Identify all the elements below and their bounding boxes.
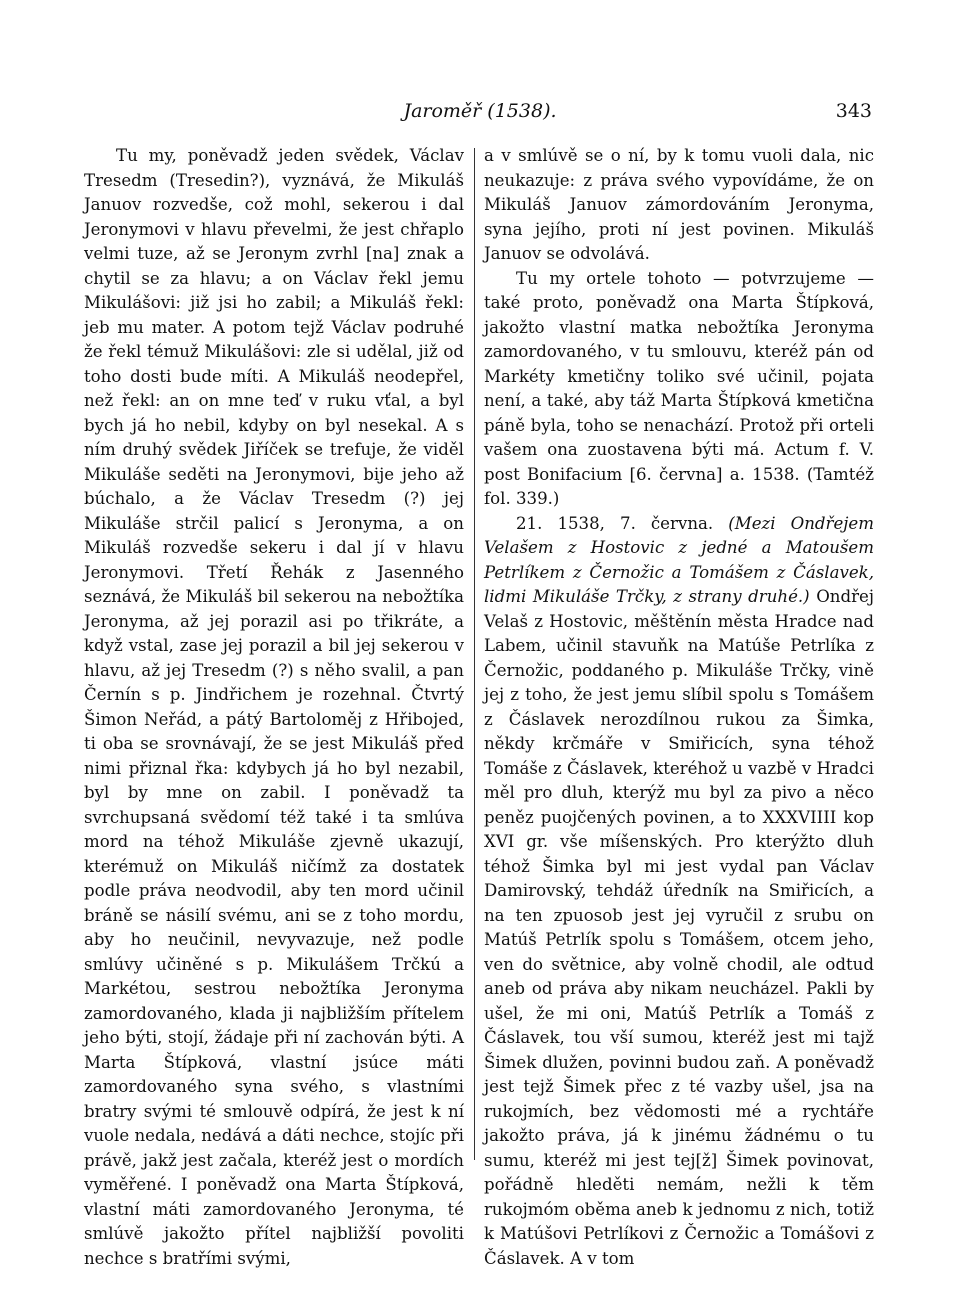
running-head bbox=[80, 100, 880, 130]
right-column bbox=[484, 144, 874, 1271]
entry-heading: 21. 1538, 7. června. bbox=[516, 513, 714, 533]
entry-summary: (Mezi Ondřejem Velašem z Hostovic z jedné a Matoušem Petrlíkem z Černožic a Tomášem z Čáslavek, lidmi Mikuláše Trčky, z strany druhé.) bbox=[484, 513, 874, 606]
right-paragraph-continued: a v smlúvě se o ní, by k tomu vuoli dala, nic neukazuje: z práva svého vypovídáme, že on Mikuláš Januov zámordováním Jeronyma, syna jejího, proti ní jest povinen. Mikuláš Januov se odvolává. bbox=[484, 146, 874, 263]
page-title: Jaroměř (1538). bbox=[403, 100, 557, 122]
entry-body: Ondřej Velaš z Hostovic, měštěnín města Hradce nad Labem, učinil stavuňk na Matúše Petrlíka z Černožic, poddaného p. Mikuláše Trčky, vině jej z toho, že jest jemu slíbil spolu s Tomášem z Čáslavek nerozdílnou rukou za Šimka, někdy krčmáře v Smiřicích, syna téhož Tomáše z Čáslavek, kteréhož u vazbě v Hradci měl pro dluh, kterýž mu byl za pivo a něco peněz puojčených povinen, a to XXXVIIII kop XVI gr. vše míšenských. Pro kterýžto dluh téhož Šimka byl mi jest vydal pan Václav Damirovský, tehdáž úředník na Smiřicích, a na ten zpuosob jest jej vyručil z srubu on Matúš Petrlík spolu s Tomášem, otcem jeho, ven do světnice, aby volně chodil, ale odtud aneb od práva aby nikam neucházel. Pakli by ušel, že mi oni, Matúš Petrlík a Tomáš z Čáslavek, tou vší sumou, kteréž jest mi tajž Šimek dlužen, povinni budou zaň. A poněvadž jest tejž Šimek přec z té vazby ušel, jsa na rukojmích, bez vědomosti mé a rychtáře jakožto práva, já k jinému žádnému o tu sumu, kteréž mi jest tej[ž] Šimek povinovat, pořádně hleděti nemám, nežli k těm rukojmóm oběma aneb k jednomu z nich, totiž k Matúšovi Petrlíkovi z Černožic a Tomášovi z Čáslavek. A v tom bbox=[484, 587, 874, 1268]
left-paragraph: Tu my, poněvadž jeden svědek, Václav Tresedm (Tresedin?), vyznává, že Mikuláš Januov rozvedše, což mohl, sekerou i dal Jeronymovi v hlavu převelmi, že jest chřaplo velmi tuze, až se Jeronym zvrhl [na] znak a chytil se za hlavu; a on Václav řekl jemu Mikulášovi: již jsi ho zabil; a Mikuláš řekl: jeb mu mater. A potom tejž Václav podruhé že řekl témuž Mikulášovi: zle si udělal, již od toho dosti bude míti. A Mikuláš neodepřel, než řekl: an on mne teď v ruku vťal, a byl bych já ho nebil, kdyby on byl nesekal. A s ním druhý svědek Jiříček se trefuje, že viděl Mikuláše seděti na Jeronymovi, bije jeho až búchalo, a že Václav Tresedm (?) jej Mikuláše strčil palicí s Jeronyma, a on Mikuláš rozvedše sekeru i dal jí v hlavu Jeronymovi. Třetí Řehák z Jasenného seznává, že Mikuláš bil sekerou na nebožtíka Jeronyma, až jej porazil asi po třikráte, a když vstal, zase jej porazil a bil jej sekerou v hlavu, až jej Tresedm (?) s něho svalil, a pan Černín s p. Jindřichem je rozehnal. Čtvrtý Šimon Neřád, a pátý Bartoloměj z Hřibojed, ti oba se srovnávají, že se jest Mikuláš před nimi přiznal řka: kdybych já ho byl nezabil, byl by mne on zabil. I poněvadž ta svrchupsaná svědomí též také i ta smlúva mord na téhož Mikuláše zjevně ukazují, kterémuž on Mikuláš ničímž za dostatek podle práva neodvodil, aby ten mord učinil bráně se násilí svému, ani se z toho mordu, aby ho neučinil, nevyvazuje, než podle smlúvy učiněné s p. Mikulášem Trčkú a Markétou, sestrou nebožtíka Jeronyma zamordovaného, klada ji najbližším přítelem jeho býti, stojí, žádaje při ní zachován býti. A Marta Štípková, vlastní jsúce máti zamordovaného syna svého, s vlastními bratry svými té smlouvě odpírá, že jest k ní vuole nedala, nedává a dáti nechce, stojíc při právě, jakž jest začala, kteréž jest o mordích vyměřené. I poněvadž ona Marta Štípková, vlastní máti zamordovaného Jeronyma, té smlúvě jakožto přítel najbližší povoliti nechce s bratřími svými, bbox=[84, 146, 464, 1268]
column-divider bbox=[474, 148, 475, 1160]
left-column bbox=[84, 144, 464, 1271]
entry-21 bbox=[484, 512, 874, 1272]
right-paragraph-verdict: Tu my ortele tohoto — potvrzujeme — také proto, poněvadž ona Marta Štípková, jakožto vlastní matka nebožtíka Jeronyma zamordovaného, v tu smlouvu, kteréž pán od Markéty kmetičny toliko své učinil, pojata není, a také, aby táž Marta Štípková kmetična páně byla, toho se nenachází. Protož při orteli vašem ona zuostavena býti má. Actum f. V. post Bonifacium [6. června] a. 1538. (Tamtéž fol. 339.) bbox=[484, 268, 874, 508]
page-number: 343 bbox=[835, 100, 872, 122]
